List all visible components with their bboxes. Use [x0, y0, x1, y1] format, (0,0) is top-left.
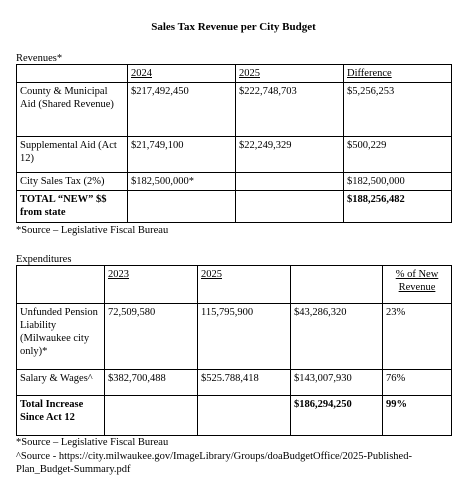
cell-difference: $5,256,253 — [344, 83, 452, 137]
table-row — [17, 370, 452, 396]
expenditures-header-2023: 2023 — [105, 266, 198, 304]
cell-percent: 99% — [383, 396, 452, 436]
expenditures-header-blank — [17, 266, 105, 304]
expenditures-header-percent: % of New Revenue — [383, 266, 452, 304]
cell-2025: $525.788,418 — [198, 370, 291, 396]
row-label — [17, 304, 105, 370]
revenues-caption: Revenues* — [16, 53, 63, 64]
cell-difference: $43,286,320 — [291, 304, 383, 370]
table-row — [17, 137, 452, 173]
row-label-text: Unfunded Pension Liability (Milwaukee city only)* — [20, 307, 98, 358]
expenditures-caption: Expenditures — [16, 254, 72, 265]
cell-2024 — [128, 191, 236, 222]
expenditures-table — [16, 265, 452, 436]
cell-difference: $182,500,000 — [344, 173, 452, 191]
cell-2024: $21,749,100 — [128, 137, 236, 173]
expenditures-source-note-1: *Source – Legislative Fiscal Bureau — [16, 437, 169, 448]
table-row — [17, 304, 452, 370]
row-label: Salary & Wages^ — [17, 370, 105, 396]
expenditures-header-2025: 2025 — [198, 266, 291, 304]
cell-difference: $188,256,482 — [344, 191, 452, 222]
revenues-header-2024: 2024 — [128, 65, 236, 83]
cell-difference: $143,007,930 — [291, 370, 383, 396]
cell-percent: 23% — [383, 304, 452, 370]
row-label: City Sales Tax (2%) — [17, 173, 128, 191]
cell-difference: $500,229 — [344, 137, 452, 173]
row-label: Supplemental Aid (Act 12) — [17, 137, 128, 173]
cell-2025 — [198, 396, 291, 436]
cell-2023 — [105, 396, 198, 436]
revenues-table — [16, 64, 452, 223]
row-label: TOTAL “NEW” $$ from state — [17, 191, 128, 222]
revenues-header-2025: 2025 — [236, 65, 344, 83]
row-label: Total Increase Since Act 12 — [17, 396, 105, 436]
cell-2024: $182,500,000* — [128, 173, 236, 191]
cell-percent: 76% — [383, 370, 452, 396]
revenues-header-blank — [17, 65, 128, 83]
cell-difference: $186,294,250 — [291, 396, 383, 436]
cell-2025: 115,795,900 — [198, 304, 291, 370]
revenues-header-difference: Difference — [344, 65, 452, 83]
expenditures-header-row — [17, 266, 452, 304]
document-title: Sales Tax Revenue per City Budget — [151, 21, 316, 33]
cell-2025 — [236, 191, 344, 222]
expenditures-header-blank-2 — [291, 266, 383, 304]
table-row — [17, 83, 452, 137]
cell-2023: 72,509,580 — [105, 304, 198, 370]
cell-2023: $382,700,488 — [105, 370, 198, 396]
revenues-header-row — [17, 65, 452, 83]
row-label: County & Municipal Aid (Shared Revenue) — [17, 83, 128, 137]
table-row-total — [17, 396, 452, 436]
expenditures-source-note-2: ^Source - https://city.milwaukee.gov/ImageLibrary/Groups/doaBudgetOffice/2025-Published-Plan_Budget-Summary.pdf — [16, 451, 412, 476]
table-row-total — [17, 191, 452, 222]
cell-2025: $222,748,703 — [236, 83, 344, 137]
table-row — [17, 173, 452, 191]
cell-2025: $22,249,329 — [236, 137, 344, 173]
revenues-source-note: *Source – Legislative Fiscal Bureau — [16, 225, 169, 236]
cell-2025 — [236, 173, 344, 191]
cell-2024: $217,492,450 — [128, 83, 236, 137]
